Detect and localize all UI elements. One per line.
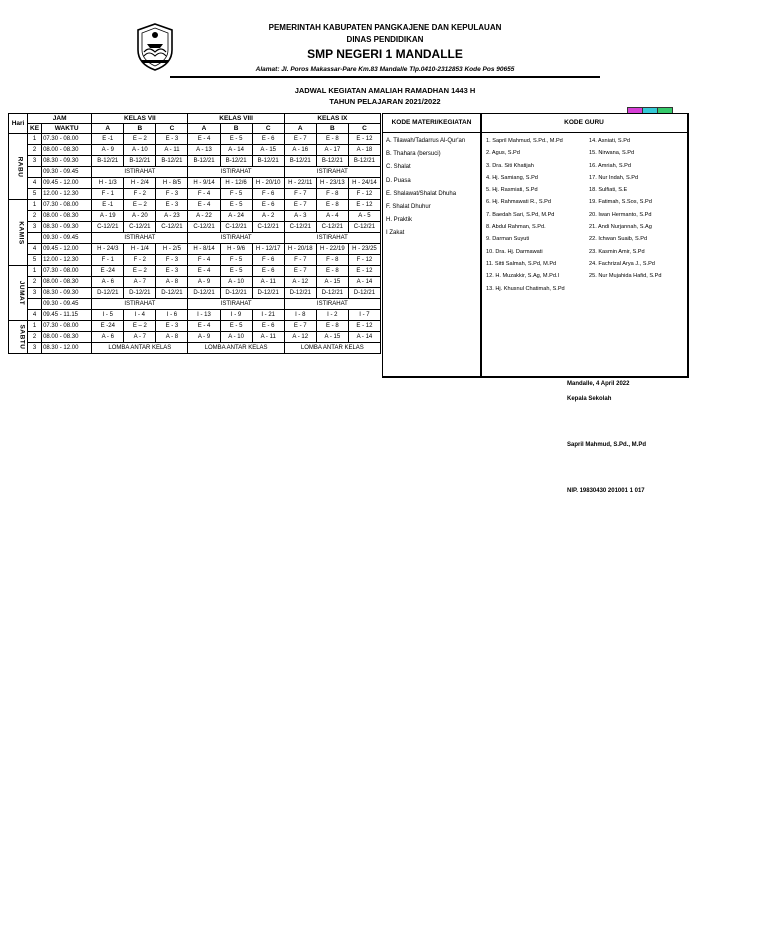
activity-code: E - 7	[284, 134, 316, 145]
activity-code: E – 2	[124, 321, 156, 332]
header-class-section: C	[348, 124, 380, 134]
activity-code: H - 22/19	[316, 244, 348, 255]
activity-code: A - 13	[188, 145, 220, 156]
department-header: DINAS PENDIDIKAN	[346, 35, 424, 44]
session-time: 09.45 - 11.15	[42, 310, 92, 321]
activity-code: B-12/21	[316, 156, 348, 167]
activity-code: A - 9	[92, 145, 124, 156]
session-number: 2	[28, 145, 42, 156]
activity-code: A - 10	[124, 145, 156, 156]
session-time: 07.30 - 08.00	[42, 321, 92, 332]
activity-code: A - 10	[220, 332, 252, 343]
table-row	[9, 200, 381, 211]
session-number: 4	[28, 310, 42, 321]
teacher-item: 13. Hj. Khusnul Chatimah, S.Pd	[486, 285, 565, 292]
activity-code: H - 20/18	[284, 244, 316, 255]
activity-code: E - 12	[348, 321, 380, 332]
session-time: 08.30 - 09.30	[42, 222, 92, 233]
teacher-item: 18. Sulfiati, S.E	[589, 187, 628, 194]
day-label	[9, 266, 28, 321]
activity-code: H - 2/5	[156, 244, 188, 255]
activity-code: A - 24	[220, 211, 252, 222]
activity-code: E - 12	[348, 134, 380, 145]
table-row	[9, 332, 381, 343]
activity-code: H - 12/17	[252, 244, 284, 255]
teacher-item: 23. Kasmin Amir, S.Pd	[589, 248, 645, 255]
activity-code: A - 20	[124, 211, 156, 222]
activity-code: F - 5	[220, 189, 252, 200]
activity-code: D-12/21	[316, 288, 348, 299]
activity-code: A - 9	[188, 277, 220, 288]
session-number: 4	[28, 244, 42, 255]
session-number: 2	[28, 211, 42, 222]
session-number	[28, 167, 42, 178]
activity-code: F - 1	[92, 189, 124, 200]
academic-year: TAHUN PELAJARAN 2021/2022	[329, 97, 441, 106]
day-name: RABU	[16, 156, 24, 177]
break-label: ISTIRAHAT	[188, 167, 284, 178]
activity-code: E - 12	[348, 200, 380, 211]
activity-code: F - 7	[284, 189, 316, 200]
table-row	[9, 343, 381, 354]
activity-code: E - 3	[156, 200, 188, 211]
activity-code: H - 9/14	[188, 178, 220, 189]
teacher-item: 1. Sapril Mahmud, S.Pd., M.Pd	[486, 138, 563, 144]
activity-code: C-12/21	[124, 222, 156, 233]
table-row	[9, 211, 381, 222]
activity-code: E - 3	[156, 134, 188, 145]
materi-item: I Zakat	[386, 230, 405, 237]
activity-code: A - 17	[316, 145, 348, 156]
activity-code: F - 12	[348, 255, 380, 266]
activity-code: D-12/21	[284, 288, 316, 299]
activity-code: A - 8	[156, 277, 188, 288]
activity-code: E -1	[92, 200, 124, 211]
activity-code: D-12/21	[92, 288, 124, 299]
activity-code: E - 8	[316, 321, 348, 332]
teacher-item: 15. Nirwana, S.Pd	[589, 150, 635, 157]
activity-code: A - 11	[252, 277, 284, 288]
activity-code: B-12/21	[92, 156, 124, 167]
materi-code-title: KODE MATERI/KEGIATAN	[383, 114, 480, 133]
session-number: 3	[28, 288, 42, 299]
table-row	[9, 321, 381, 332]
session-number: 1	[28, 200, 42, 211]
break-label: ISTIRAHAT	[92, 167, 188, 178]
session-time: 09.30 - 09.45	[42, 167, 92, 178]
activity-code: F - 5	[220, 255, 252, 266]
activity-code: A - 14	[348, 332, 380, 343]
header-hari: Hari	[9, 114, 28, 134]
activity-code: H - 1/4	[124, 244, 156, 255]
session-time: 08.00 - 08.30	[42, 145, 92, 156]
table-row	[9, 277, 381, 288]
activity-code: A - 12	[284, 277, 316, 288]
activity-code: A - 16	[284, 145, 316, 156]
activity-code: H - 8/5	[156, 178, 188, 189]
header-class-section: B	[316, 124, 348, 134]
table-row	[9, 222, 381, 233]
activity-code: A - 12	[284, 332, 316, 343]
day-label	[9, 321, 28, 354]
activity-code: C-12/21	[348, 222, 380, 233]
schedule-title: JADWAL KEGIATAN AMALIAH RAMADHAN 1443 H	[294, 86, 476, 95]
session-number: 5	[28, 255, 42, 266]
table-row	[9, 310, 381, 321]
teacher-item: 4. Hj. Samiang, S.Pd	[486, 174, 538, 181]
activity-code: E - 4	[188, 266, 220, 277]
activity-code: C-12/21	[220, 222, 252, 233]
activity-code: C-12/21	[316, 222, 348, 233]
activity-code: E - 7	[284, 200, 316, 211]
activity-code: A - 15	[252, 145, 284, 156]
activity-code: I - 7	[348, 310, 380, 321]
activity-code: A - 3	[284, 211, 316, 222]
session-number: 5	[28, 189, 42, 200]
session-time: 09.45 - 12.00	[42, 178, 92, 189]
activity-code: E - 12	[348, 266, 380, 277]
activity-code: H - 8/14	[188, 244, 220, 255]
teacher-item: 19. Fatimah, S.Sos, S.Pd	[589, 199, 652, 206]
teacher-item: 22. Ichwan Suaib, S.Pd	[589, 236, 648, 243]
activity-code: E - 5	[220, 200, 252, 211]
activity-code: E - 6	[252, 134, 284, 145]
activity-code: D-12/21	[220, 288, 252, 299]
activity-code: F - 1	[92, 255, 124, 266]
teacher-list-column-2	[584, 135, 687, 295]
activity-code: D-12/21	[348, 288, 380, 299]
activity-code: F - 2	[124, 255, 156, 266]
activity-code: H - 22/11	[284, 178, 316, 189]
session-time: 08.30 - 09.30	[42, 156, 92, 167]
activity-code: D-12/21	[188, 288, 220, 299]
signature-role: Kepala Sekolah	[567, 396, 612, 402]
activity-code: A - 9	[188, 332, 220, 343]
session-number: 1	[28, 134, 42, 145]
materi-item: C. Shalat	[386, 164, 411, 171]
header-kelas-vii: KELAS VII	[92, 114, 188, 124]
teacher-item: 6. Hj. Rahmawati R., S.Pd	[486, 199, 551, 206]
activity-code: F - 4	[188, 255, 220, 266]
materi-item: H. Praktik	[386, 217, 413, 224]
activity-code: H - 9/6	[220, 244, 252, 255]
teacher-item: 7. Baedah Sari, S.Pd, M.Pd	[486, 211, 555, 218]
table-row	[9, 134, 381, 145]
activity-code: A - 14	[220, 145, 252, 156]
session-time: 07.30 - 08.00	[42, 134, 92, 145]
teacher-list-column-1	[481, 135, 584, 295]
activity-code: E - 3	[156, 266, 188, 277]
teacher-code-panel	[480, 113, 689, 378]
activity-code: F - 3	[156, 189, 188, 200]
session-time: 12.00 - 12.30	[42, 255, 92, 266]
activity-code: B-12/21	[220, 156, 252, 167]
activity-code: E - 7	[284, 266, 316, 277]
activity-code: A - 6	[92, 332, 124, 343]
session-time: 07.30 - 08.00	[42, 266, 92, 277]
activity-code: E – 2	[124, 266, 156, 277]
header-class-section: A	[92, 124, 124, 134]
teacher-item: 25. Nur Mujahida Hafid, S.Pd	[589, 273, 662, 280]
session-time: 08.30 - 09.30	[42, 288, 92, 299]
activity-code: E - 3	[156, 321, 188, 332]
activity-code: A - 10	[220, 277, 252, 288]
activity-code: F - 3	[156, 255, 188, 266]
activity-code: B-12/21	[252, 156, 284, 167]
materi-item: D. Puasa	[386, 177, 411, 184]
materi-code-panel	[382, 113, 482, 378]
materi-item: A. Tilawah/Tadarrus Al-Qur'an	[386, 138, 466, 144]
session-time: 07.30 - 08.00	[42, 200, 92, 211]
activity-code: I - 2	[316, 310, 348, 321]
activity-code: E -24	[92, 321, 124, 332]
activity-code: D-12/21	[156, 288, 188, 299]
teacher-item: 2. Agus, S.Pd	[486, 150, 520, 157]
session-number: 3	[28, 156, 42, 167]
competition-label: LOMBA ANTAR KELAS	[188, 343, 284, 354]
table-row	[9, 233, 381, 244]
activity-code: C-12/21	[92, 222, 124, 233]
activity-code: E - 7	[284, 321, 316, 332]
regency-emblem-logo	[134, 22, 176, 72]
activity-code: E - 8	[316, 134, 348, 145]
activity-code: E - 5	[220, 134, 252, 145]
activity-code: E – 2	[124, 134, 156, 145]
day-name: SABTU	[18, 324, 26, 350]
school-address: Alamat: Jl. Poros Makassar-Pare Km.83 Mandalle Tlp.0410-2312853 Kode Pos 90655	[255, 66, 515, 73]
activity-code: C-12/21	[252, 222, 284, 233]
materi-item: B. Thahara (bersuci)	[386, 151, 441, 158]
activity-code: C-12/21	[188, 222, 220, 233]
schedule-table	[8, 113, 381, 354]
activity-code: B-12/21	[156, 156, 188, 167]
day-name: KAMIS	[17, 220, 25, 245]
activity-code: F - 12	[348, 189, 380, 200]
table-row	[9, 156, 381, 167]
header-waktu: WAKTU	[42, 124, 92, 134]
teacher-item: 9. Darman Suyuti	[486, 236, 530, 243]
activity-code: A - 11	[252, 332, 284, 343]
teacher-item: 20. Iwan Hermanto, S.Pd	[589, 211, 652, 218]
activity-code: A - 15	[316, 277, 348, 288]
header-ke: KE	[28, 124, 42, 134]
activity-code: B-12/21	[348, 156, 380, 167]
session-time: 09.30 - 09.45	[42, 299, 92, 310]
activity-code: E - 6	[252, 321, 284, 332]
teacher-item: 14. Asniati, S.Pd	[589, 138, 631, 144]
activity-code: I - 8	[284, 310, 316, 321]
activity-code: D-12/21	[124, 288, 156, 299]
activity-code: C-12/21	[156, 222, 188, 233]
activity-code: A - 14	[348, 277, 380, 288]
day-name: JUMAT	[18, 280, 26, 306]
table-row	[9, 299, 381, 310]
activity-code: A - 19	[92, 211, 124, 222]
activity-code: E - 5	[220, 266, 252, 277]
session-number: 4	[28, 178, 42, 189]
session-number	[28, 233, 42, 244]
activity-code: C-12/21	[284, 222, 316, 233]
teacher-item: 11. Sitti Salmah, S.Pd, M.Pd	[486, 260, 557, 267]
activity-code: B-12/21	[188, 156, 220, 167]
header-class-section: A	[188, 124, 220, 134]
header-kelas-ix: KELAS IX	[284, 114, 380, 124]
activity-code: E - 4	[188, 321, 220, 332]
session-time: 09.45 - 12.00	[42, 244, 92, 255]
break-label: ISTIRAHAT	[188, 233, 284, 244]
activity-code: E - 5	[220, 321, 252, 332]
session-number: 1	[28, 321, 42, 332]
signature-nip: NIP. 19830430 201001 1 017	[567, 488, 645, 494]
activity-code: H - 12/6	[220, 178, 252, 189]
competition-label: LOMBA ANTAR KELAS	[92, 343, 188, 354]
header-class-section: C	[252, 124, 284, 134]
activity-code: I - 5	[92, 310, 124, 321]
teacher-item: 3. Dra. Siti Khatijah	[486, 162, 534, 169]
activity-code: F - 7	[284, 255, 316, 266]
government-header: PEMERINTAH KABUPATEN PANGKAJENE DAN KEPULAUAN	[268, 23, 502, 32]
session-time: 08.30 - 12.00	[42, 343, 92, 354]
activity-code: B-12/21	[124, 156, 156, 167]
break-label: ISTIRAHAT	[284, 233, 380, 244]
teacher-item: 24. Fachrizal Arya J., S.Pd	[589, 260, 655, 267]
session-number: 3	[28, 343, 42, 354]
header-kelas-viii: KELAS VIII	[188, 114, 284, 124]
materi-item: F. Shalat Dhuhur	[386, 203, 431, 210]
header-class-section: A	[284, 124, 316, 134]
activity-code: I - 21	[252, 310, 284, 321]
teacher-item: 16. Amriah, S.Pd	[589, 162, 631, 169]
activity-code: F - 4	[188, 189, 220, 200]
activity-code: A - 2	[252, 211, 284, 222]
table-row	[9, 167, 381, 178]
activity-code: A - 7	[124, 332, 156, 343]
activity-code: A - 7	[124, 277, 156, 288]
activity-code: I - 13	[188, 310, 220, 321]
table-row	[9, 266, 381, 277]
teacher-item: 5. Hj. Rasmiati, S.Pd	[486, 187, 538, 194]
activity-code: H - 23/25	[348, 244, 380, 255]
teacher-item: 12. H. Muzakkir, S.Ag, M.Pd.I	[486, 273, 560, 280]
session-number: 1	[28, 266, 42, 277]
competition-label: LOMBA ANTAR KELAS	[284, 343, 380, 354]
session-time: 12.00 - 12.30	[42, 189, 92, 200]
break-label: ISTIRAHAT	[188, 299, 284, 310]
break-label: ISTIRAHAT	[92, 299, 188, 310]
activity-code: E - 6	[252, 266, 284, 277]
activity-code: A - 4	[316, 211, 348, 222]
session-time: 08.00 - 08.30	[42, 332, 92, 343]
activity-code: A - 23	[156, 211, 188, 222]
activity-code: B-12/21	[284, 156, 316, 167]
header-jam: JAM	[28, 114, 92, 124]
table-row	[9, 244, 381, 255]
teacher-item: 10. Dra. Hj. Darmawati	[486, 248, 543, 255]
activity-code: H - 23/13	[316, 178, 348, 189]
activity-code: I - 6	[156, 310, 188, 321]
break-label: ISTIRAHAT	[284, 167, 380, 178]
school-name: SMP NEGERI 1 MANDALLE	[307, 47, 463, 61]
activity-code: E - 4	[188, 200, 220, 211]
activity-code: H - 20/10	[252, 178, 284, 189]
activity-code: A - 6	[92, 277, 124, 288]
teacher-item: 17. Nur Indah, S.Pd	[589, 174, 639, 181]
activity-code: E -24	[92, 266, 124, 277]
day-label	[9, 200, 28, 266]
session-time: 08.00 - 08.30	[42, 277, 92, 288]
header-class-section: B	[220, 124, 252, 134]
table-row	[9, 145, 381, 156]
activity-code: A - 15	[316, 332, 348, 343]
activity-code: A - 8	[156, 332, 188, 343]
activity-code: E - 8	[316, 266, 348, 277]
signature-place-date: Mandalle, 4 April 2022	[567, 381, 630, 387]
break-label: ISTIRAHAT	[284, 299, 380, 310]
session-time: 09.30 - 09.45	[42, 233, 92, 244]
header-class-section: B	[124, 124, 156, 134]
table-subheader-row	[9, 124, 381, 134]
table-row	[9, 288, 381, 299]
activity-code: E - 4	[188, 134, 220, 145]
table-header-row	[9, 114, 381, 124]
teacher-code-title: KODE GURU	[481, 114, 687, 133]
table-row	[9, 255, 381, 266]
materi-item: E. Shalawat/Shalat Dhuha	[386, 190, 457, 197]
activity-code: A - 11	[156, 145, 188, 156]
activity-code: A - 22	[188, 211, 220, 222]
table-row	[9, 178, 381, 189]
activity-code: F - 6	[252, 189, 284, 200]
header-class-section: C	[156, 124, 188, 134]
teacher-item: 8. Abdul Rahman, S.Pd.	[486, 224, 546, 231]
activity-code: E - 8	[316, 200, 348, 211]
activity-code: A - 5	[348, 211, 380, 222]
session-number: 2	[28, 332, 42, 343]
activity-code: F - 8	[316, 255, 348, 266]
table-row	[9, 189, 381, 200]
activity-code: A - 18	[348, 145, 380, 156]
activity-code: F - 8	[316, 189, 348, 200]
signature-name: Sapril Mahmud, S.Pd., M.Pd	[567, 442, 647, 448]
teacher-item: 21. Andi Nurjannah, S.Ag	[589, 224, 652, 231]
session-number: 3	[28, 222, 42, 233]
day-label	[9, 134, 28, 200]
break-label: ISTIRAHAT	[92, 233, 188, 244]
header-divider	[170, 76, 600, 78]
activity-code: E -1	[92, 134, 124, 145]
session-number	[28, 299, 42, 310]
session-time: 08.00 - 08.30	[42, 211, 92, 222]
activity-code: I - 4	[124, 310, 156, 321]
session-number: 2	[28, 277, 42, 288]
activity-code: I - 9	[220, 310, 252, 321]
activity-code: F - 6	[252, 255, 284, 266]
activity-code: D-12/21	[252, 288, 284, 299]
activity-code: H - 24/14	[348, 178, 380, 189]
activity-code: H - 2/4	[124, 178, 156, 189]
activity-code: H - 1/3	[92, 178, 124, 189]
activity-code: F - 2	[124, 189, 156, 200]
activity-code: H - 24/3	[92, 244, 124, 255]
activity-code: E - 6	[252, 200, 284, 211]
activity-code: E – 2	[124, 200, 156, 211]
